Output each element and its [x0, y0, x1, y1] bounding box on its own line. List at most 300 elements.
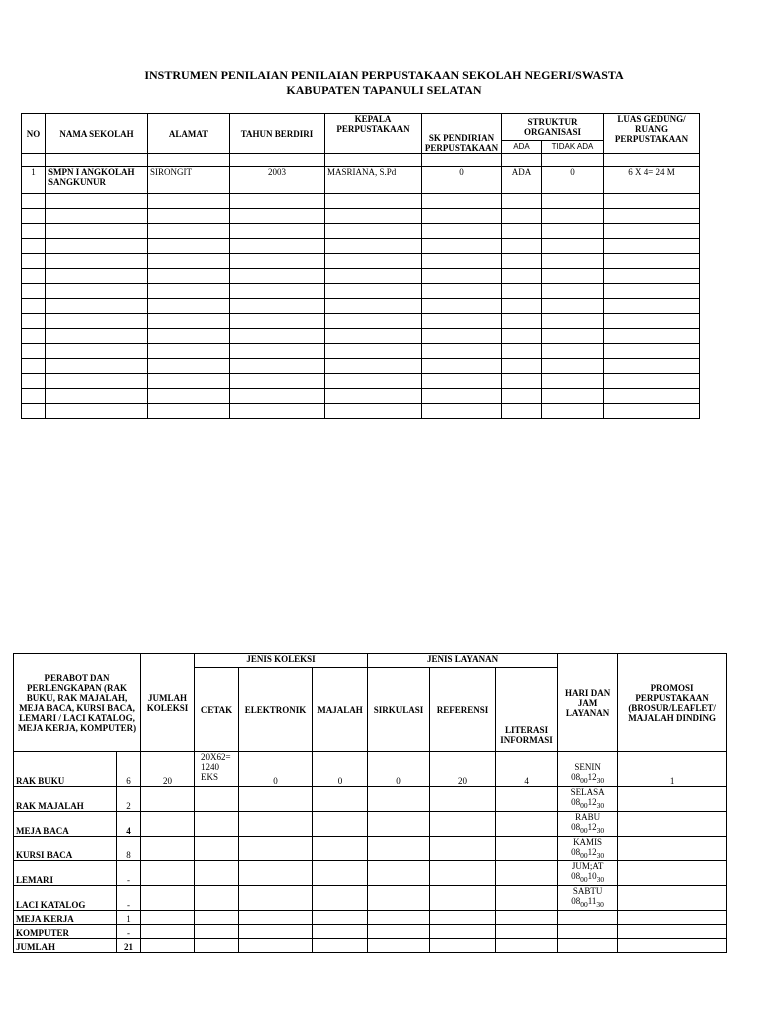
empty-cell [230, 404, 325, 419]
empty-row [22, 299, 700, 314]
table-row [14, 752, 727, 787]
empty-cell [22, 344, 46, 359]
empty-cell [502, 254, 542, 269]
table-row [14, 861, 727, 886]
header-hari-jam-layanan: HARI DAN JAM LAYANAN [558, 654, 618, 752]
empty-cell [496, 924, 558, 938]
empty-cell [422, 239, 502, 254]
empty-cell [542, 329, 604, 344]
empty-cell [496, 886, 558, 911]
empty-cell [141, 938, 195, 952]
empty-cell [22, 359, 46, 374]
empty-cell [502, 344, 542, 359]
empty-cell [239, 886, 313, 911]
empty-cell [148, 359, 230, 374]
empty-cell [313, 861, 368, 886]
empty-cell [141, 924, 195, 938]
empty-cell [22, 404, 46, 419]
empty-cell [604, 269, 700, 284]
empty-cell [230, 224, 325, 239]
empty-cell [230, 239, 325, 254]
empty-cell [542, 224, 604, 239]
empty-cell [604, 329, 700, 344]
empty-cell [430, 836, 496, 861]
cell-qty: - [117, 861, 141, 886]
table-row [14, 938, 727, 952]
cell-schedule [558, 924, 618, 938]
schedule-time: $08_{00}11_{30}$ [571, 896, 604, 909]
empty-row [22, 389, 700, 404]
empty-cell [148, 194, 230, 209]
empty-cell [46, 224, 148, 239]
empty-cell [430, 886, 496, 911]
empty-cell [542, 374, 604, 389]
cell-item: MEJA KERJA [14, 910, 117, 924]
empty-cell [618, 861, 727, 886]
empty-row [22, 404, 700, 419]
document-title: INSTRUMEN PENILAIAN PENILAIAN PERPUSTAKAAN SEKOLAH NEGERI/SWASTA [144, 68, 624, 82]
empty-cell [430, 861, 496, 886]
cell-qty: 6 [117, 752, 141, 787]
schedule-time: $08_{00}12_{30}$ [571, 772, 605, 785]
header-tahun-berdiri: TAHUN BERDIRI [230, 114, 325, 154]
document-subtitle: KABUPATEN TAPANULI SELATAN [286, 83, 482, 97]
empty-cell [496, 787, 558, 812]
header-alamat: ALAMAT [148, 114, 230, 154]
empty-cell [368, 811, 430, 836]
empty-cell [604, 254, 700, 269]
empty-cell [604, 374, 700, 389]
empty-cell [22, 254, 46, 269]
cell-kepala: MASRIANA, S.Pd [325, 167, 422, 194]
empty-cell [22, 269, 46, 284]
empty-cell [313, 836, 368, 861]
cell-qty: 1 [117, 910, 141, 924]
empty-cell [604, 209, 700, 224]
empty-cell [325, 329, 422, 344]
empty-cell [239, 910, 313, 924]
empty-cell [313, 811, 368, 836]
cell-ada: ADA [502, 167, 542, 194]
empty-cell [422, 284, 502, 299]
header-ada: ADA [502, 141, 542, 154]
empty-cell [422, 224, 502, 239]
empty-cell [195, 924, 239, 938]
empty-cell [542, 194, 604, 209]
empty-cell [542, 314, 604, 329]
cell-qty: - [117, 924, 141, 938]
empty-cell [230, 374, 325, 389]
empty-cell [141, 787, 195, 812]
empty-cell [141, 910, 195, 924]
empty-cell [496, 910, 558, 924]
empty-cell [604, 389, 700, 404]
empty-cell [22, 299, 46, 314]
empty-cell [46, 269, 148, 284]
empty-cell [239, 836, 313, 861]
empty-cell [502, 224, 542, 239]
empty-cell [46, 284, 148, 299]
empty-cell [502, 284, 542, 299]
empty-row [22, 269, 700, 284]
empty-cell [46, 389, 148, 404]
header-promosi: PROMOSI PERPUSTAKAAN (BROSUR/LEAFLET/ MAJALAH DINDING [618, 654, 727, 752]
empty-cell [141, 861, 195, 886]
empty-cell [604, 194, 700, 209]
empty-cell [46, 359, 148, 374]
schedule-day: SELASA [570, 787, 605, 797]
empty-cell [239, 811, 313, 836]
cell-item: RAK MAJALAH [14, 787, 117, 812]
cell-item: KURSI BACA [14, 836, 117, 861]
header-no: NO [22, 114, 46, 154]
empty-cell [604, 359, 700, 374]
empty-cell [542, 299, 604, 314]
cell-item: RAK BUKU [14, 752, 117, 787]
empty-row [22, 344, 700, 359]
cell-tidak-ada: 0 [542, 167, 604, 194]
empty-cell [542, 344, 604, 359]
empty-cell [496, 938, 558, 952]
cell-item: JUMLAH [14, 938, 117, 952]
cell-qty: 4 [117, 811, 141, 836]
empty-cell [22, 374, 46, 389]
empty-row [22, 359, 700, 374]
empty-cell [239, 787, 313, 812]
header-tidak-ada: TIDAK ADA [542, 141, 604, 154]
empty-cell [618, 787, 727, 812]
empty-cell [368, 787, 430, 812]
empty-cell [313, 924, 368, 938]
header-kepala-perpustakaan: KEPALA PERPUSTAKAAN [325, 114, 422, 154]
table-row [14, 910, 727, 924]
cell-jumlah-koleksi: 20 [141, 752, 195, 787]
empty-cell [195, 836, 239, 861]
cell-qty: - [117, 886, 141, 911]
empty-cell [430, 910, 496, 924]
empty-cell [313, 938, 368, 952]
header-cetak: CETAK [195, 668, 239, 752]
table-row [14, 811, 727, 836]
schedule-time: $08_{00}10_{30}$ [571, 871, 605, 885]
empty-cell [618, 938, 727, 952]
empty-cell [422, 389, 502, 404]
empty-row [22, 314, 700, 329]
empty-cell [230, 344, 325, 359]
empty-cell [325, 389, 422, 404]
empty-cell [230, 254, 325, 269]
empty-cell [230, 194, 325, 209]
empty-cell [542, 359, 604, 374]
empty-cell [230, 209, 325, 224]
empty-cell [604, 239, 700, 254]
schedule-time: $08_{00}12_{30}$ [571, 797, 605, 810]
empty-cell [325, 374, 422, 389]
empty-cell [148, 224, 230, 239]
empty-cell [148, 329, 230, 344]
empty-cell [496, 861, 558, 886]
empty-cell [195, 811, 239, 836]
empty-cell [422, 194, 502, 209]
empty-cell [141, 886, 195, 911]
empty-cell [46, 299, 148, 314]
empty-cell [148, 389, 230, 404]
empty-cell [542, 209, 604, 224]
empty-cell [502, 314, 542, 329]
empty-cell [502, 209, 542, 224]
empty-cell [368, 861, 430, 886]
empty-cell [422, 254, 502, 269]
empty-cell [230, 314, 325, 329]
empty-cell [604, 404, 700, 419]
empty-cell [325, 314, 422, 329]
empty-cell [22, 194, 46, 209]
empty-cell [325, 239, 422, 254]
empty-row [22, 224, 700, 239]
empty-cell [368, 938, 430, 952]
empty-cell [325, 209, 422, 224]
library-facilities-table [13, 653, 727, 953]
cell-schedule [558, 861, 618, 886]
empty-cell [618, 886, 727, 911]
spacer-row [22, 154, 700, 167]
empty-cell [230, 284, 325, 299]
empty-cell [604, 284, 700, 299]
empty-cell [430, 787, 496, 812]
empty-cell [46, 314, 148, 329]
empty-cell [502, 404, 542, 419]
header-jenis-layanan: JENIS LAYANAN [368, 654, 558, 668]
empty-cell [148, 254, 230, 269]
empty-cell [46, 209, 148, 224]
empty-cell [46, 239, 148, 254]
empty-cell [618, 924, 727, 938]
empty-cell [230, 389, 325, 404]
cell-item: LEMARI [14, 861, 117, 886]
empty-cell [325, 299, 422, 314]
empty-cell [239, 938, 313, 952]
empty-cell [325, 404, 422, 419]
empty-cell [195, 787, 239, 812]
cell-schedule [558, 836, 618, 861]
header-perabot: PERABOT DAN PERLENGKAPAN (RAK BUKU, RAK MAJALAH, MEJA BACA, KURSI BACA, LEMARI / LACI KATALOG, MEJA KERJA, KOMPUTER) [14, 654, 141, 752]
empty-cell [22, 224, 46, 239]
cell-schedule [558, 910, 618, 924]
schedule-day: SENIN [574, 762, 601, 773]
header-jenis-koleksi: JENIS KOLEKSI [195, 654, 368, 668]
empty-cell [542, 404, 604, 419]
empty-cell [422, 209, 502, 224]
empty-cell [502, 329, 542, 344]
header-luas-gedung: LUAS GEDUNG/ RUANG PERPUSTAKAAN [604, 114, 700, 154]
empty-cell [313, 787, 368, 812]
empty-cell [313, 886, 368, 911]
empty-cell [22, 239, 46, 254]
schedule-time: $08_{00}12_{30}$ [571, 821, 605, 835]
empty-cell [148, 299, 230, 314]
cell-no: 1 [22, 167, 46, 194]
empty-cell [46, 329, 148, 344]
empty-cell [604, 299, 700, 314]
schedule-day: JUM;AT [571, 861, 604, 872]
cell-sk-pendirian: 0 [422, 167, 502, 194]
cell-qty: 21 [117, 938, 141, 952]
table-row [14, 836, 727, 861]
cell-sirkulasi: 0 [368, 752, 430, 787]
empty-cell [542, 269, 604, 284]
header-referensi: REFERENSI [430, 668, 496, 752]
empty-cell [325, 224, 422, 239]
schedule-time: $08_{00}12_{30}$ [571, 846, 605, 860]
empty-cell [422, 269, 502, 284]
header-majalah: MAJALAH [313, 668, 368, 752]
schedule-day: KAMIS [573, 836, 603, 847]
cell-tahun-berdiri: 2003 [230, 167, 325, 194]
empty-cell [542, 284, 604, 299]
empty-row [22, 254, 700, 269]
library-identity-table [21, 113, 700, 419]
cell-item: LACI KATALOG [14, 886, 117, 911]
table-row [14, 924, 727, 938]
empty-cell [422, 314, 502, 329]
empty-cell [422, 374, 502, 389]
cell-schedule [558, 938, 618, 952]
empty-cell [46, 194, 148, 209]
empty-cell [230, 299, 325, 314]
empty-cell [368, 924, 430, 938]
empty-cell [496, 811, 558, 836]
empty-cell [22, 329, 46, 344]
empty-cell [148, 284, 230, 299]
empty-cell [46, 404, 148, 419]
empty-cell [618, 910, 727, 924]
empty-cell [502, 239, 542, 254]
empty-cell [368, 836, 430, 861]
empty-row [22, 284, 700, 299]
empty-cell [502, 389, 542, 404]
header-struktur-organisasi: STRUKTUR ORGANISASI [502, 114, 604, 141]
empty-cell [325, 269, 422, 284]
header-nama-sekolah: NAMA SEKOLAH [46, 114, 148, 154]
empty-cell [604, 314, 700, 329]
empty-cell [22, 314, 46, 329]
empty-cell [430, 924, 496, 938]
empty-cell [618, 836, 727, 861]
table-row [14, 787, 727, 812]
cell-item: MEJA BACA [14, 811, 117, 836]
empty-cell [542, 254, 604, 269]
empty-cell [325, 254, 422, 269]
empty-cell [325, 194, 422, 209]
empty-cell [430, 938, 496, 952]
empty-row [22, 329, 700, 344]
cell-majalah: 0 [313, 752, 368, 787]
empty-cell [230, 269, 325, 284]
header-elektronik: ELEKTRONIK [239, 668, 313, 752]
cell-luas: 6 X 4= 24 M [604, 167, 700, 194]
empty-cell [148, 404, 230, 419]
empty-cell [502, 374, 542, 389]
cell-referensi: 20 [430, 752, 496, 787]
empty-cell [325, 344, 422, 359]
empty-cell [422, 404, 502, 419]
cell-schedule [558, 752, 618, 787]
empty-cell [422, 344, 502, 359]
empty-cell [195, 910, 239, 924]
empty-cell [46, 254, 148, 269]
empty-cell [46, 374, 148, 389]
empty-cell [148, 239, 230, 254]
empty-cell [148, 314, 230, 329]
cell-item: KOMPUTER [14, 924, 117, 938]
empty-cell [239, 861, 313, 886]
empty-cell [239, 924, 313, 938]
empty-cell [148, 209, 230, 224]
cell-cetak: 20X62= 1240 EKS [195, 752, 239, 787]
empty-cell [46, 344, 148, 359]
cell-elektronik: 0 [239, 752, 313, 787]
empty-cell [422, 329, 502, 344]
empty-cell [325, 284, 422, 299]
empty-cell [230, 329, 325, 344]
cell-schedule [558, 787, 618, 812]
empty-row [22, 239, 700, 254]
empty-cell [502, 269, 542, 284]
empty-cell [230, 359, 325, 374]
header-literasi-informasi: LITERASI INFORMASI [496, 668, 558, 752]
header-sirkulasi: SIRKULASI [368, 668, 430, 752]
empty-cell [195, 861, 239, 886]
header-jumlah-koleksi: JUMLAH KOLEKSI [141, 654, 195, 752]
empty-row [22, 374, 700, 389]
empty-cell [141, 811, 195, 836]
empty-cell [604, 224, 700, 239]
cell-alamat: SIRONGIT [148, 167, 230, 194]
cell-qty: 2 [117, 787, 141, 812]
empty-cell [368, 886, 430, 911]
empty-cell [496, 836, 558, 861]
schedule-day: RABU [575, 811, 601, 822]
empty-cell [368, 910, 430, 924]
empty-cell [22, 209, 46, 224]
cell-nama-sekolah: SMPN I ANGKOLAH SANGKUNUR [46, 167, 148, 194]
empty-cell [141, 836, 195, 861]
empty-cell [422, 359, 502, 374]
empty-cell [148, 269, 230, 284]
empty-cell [422, 299, 502, 314]
empty-cell [502, 359, 542, 374]
empty-cell [502, 194, 542, 209]
empty-row [22, 194, 700, 209]
header-sk-pendirian: SK PENDIRIAN PERPUSTAKAAN [422, 114, 502, 154]
empty-cell [325, 359, 422, 374]
cell-schedule [558, 886, 618, 911]
empty-cell [542, 389, 604, 404]
empty-cell [502, 299, 542, 314]
cell-qty: 8 [117, 836, 141, 861]
schedule-day: SABTU [572, 886, 603, 897]
empty-cell [618, 811, 727, 836]
empty-cell [542, 239, 604, 254]
cell-schedule [558, 811, 618, 836]
empty-cell [430, 811, 496, 836]
cell-literasi: 4 [496, 752, 558, 787]
empty-cell [22, 389, 46, 404]
empty-cell [148, 344, 230, 359]
empty-cell [195, 938, 239, 952]
table-row [22, 167, 700, 194]
table-row [14, 886, 727, 911]
